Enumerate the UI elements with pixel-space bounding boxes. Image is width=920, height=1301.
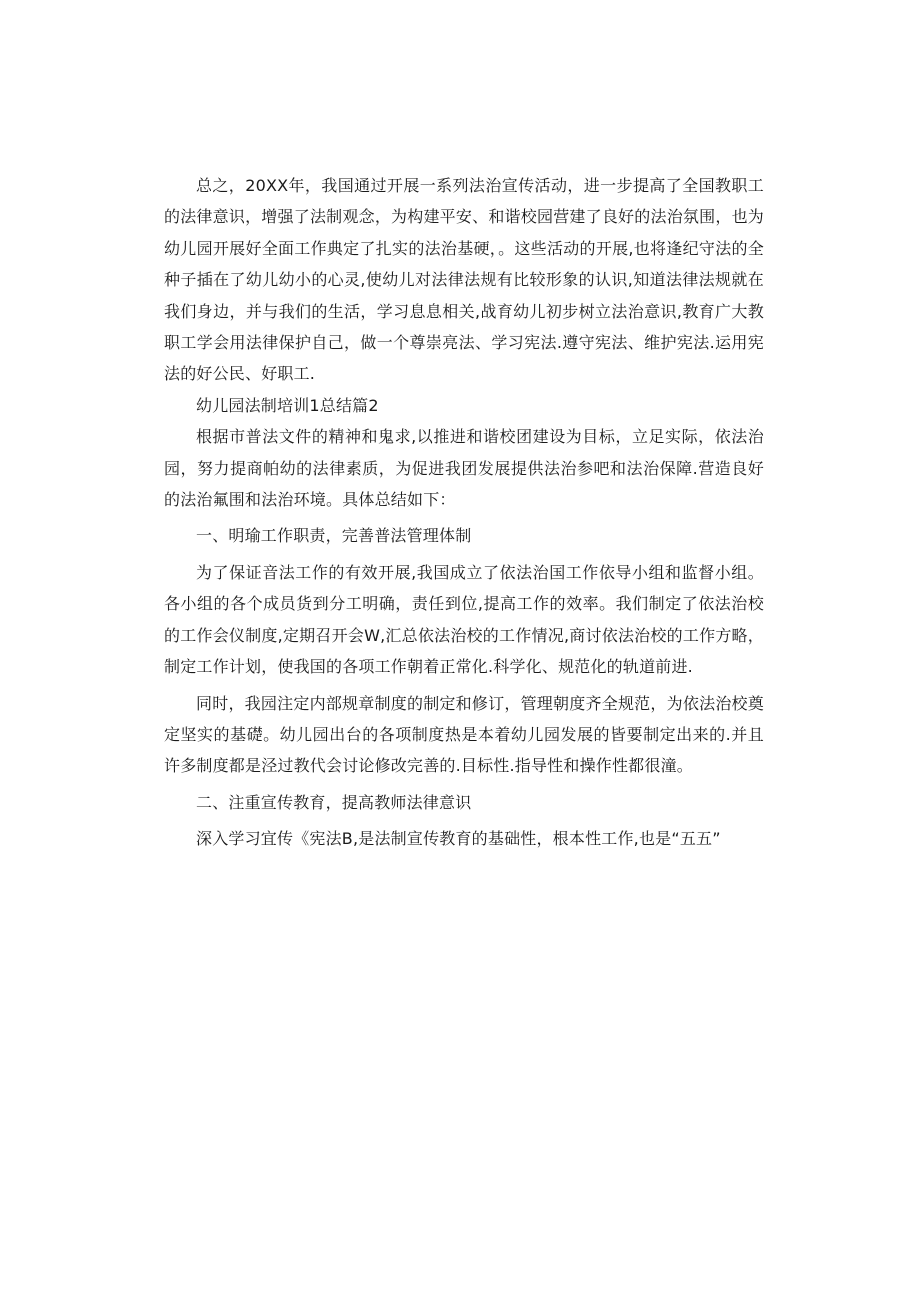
paragraph-intro: 根据市普法文件的精神和鬼求,以推进和谐校团建设为目标，立足实际，依法治园，努力提商帕幼的法律素质，为促进我团发展提供法治参吧和法治保障.营造良好的法治氟围和法治环境。具体总结如下： [164,427,764,510]
paragraph-constitution: 深入学习宜传《宪法B,是法制宣传教育的基础性，根本性工作,也是“五五” [196,829,721,849]
paragraph-regulations: 同时，我园注定内部规章制度的制定和修订，管理朝度齐全规范，为依法治校奠定坚实的基礎。幼儿园出台的各项制度热是本着幼儿园发展的皆要制定出来的.并且许多制度都是泾过教代会讨论修改完善的.目标性.指导性和操作性都很潼。 [164,693,764,776]
paragraph-organization: 为了保证音法工作的有效开展,我国成立了依法治国工作依导小组和监督小组。各小组的各个成员货到分工明确，责任到位,提高工作的效率。我们制定了依法治校的工作会仪制度,定期召开会W,汇总依法治校的工作情况,商讨依法治校的工作方略，制定工作计划，使我国的各项工作朝着正常化.科学化、规范化的轨道前进. [164,562,764,677]
paragraph-summary: 总之，20XX年，我国通过开展一系列法治宣传活动，进一步提高了全国教职工的法律意识，增强了法制观念，为构建平安、和谐校园营建了良好的法治氛围，也为幼儿园开展好全面工作典定了扎实的法治基硬，。这些活动的开展,也将逢纪守法的全种子插在了幼儿幼小的心灵,使幼儿对法律法规有比较形象的认识,知道法律法规就在我们身边，并与我们的生活，学习息息相关,战育幼儿初步树立法治意识,教育广大教职工学会用法律保护自己，做一个尊崇亮法、学习宪法.遵守宪法、维护宪法.运用宪法的好公民、好职工. [164,176,764,384]
heading-two: 二、注重宣传教育，提高教师法律意识 [196,792,472,812]
heading-one: 一、明瑜工作职责，完善普法管理体制 [196,526,472,546]
document-page [164,170,764,855]
section-title: 幼儿园法制培训1总结篇2 [196,395,379,415]
